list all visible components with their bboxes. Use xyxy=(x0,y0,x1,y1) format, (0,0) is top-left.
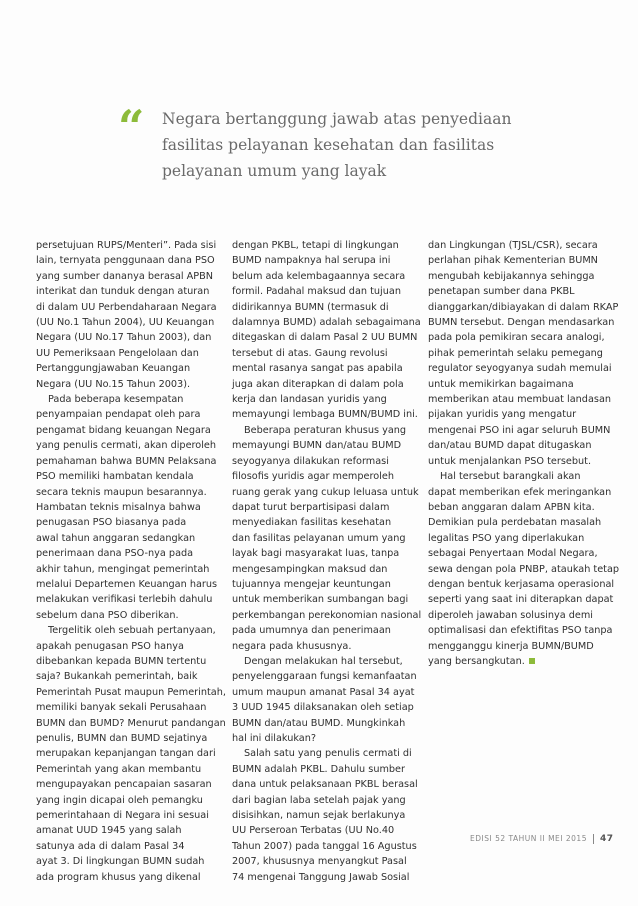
body-text-line: Hal tersebut barangkali akan xyxy=(440,471,581,483)
body-text-line: yang sumber dananya berasal APBN xyxy=(36,270,214,282)
body-text-line: penulis, BUMN dan BUMD sejatinya xyxy=(36,733,208,744)
body-text-line: merupakan kepanjangan tangan dari xyxy=(36,748,216,760)
body-text-line: dapat turut berpartisipasi dalam xyxy=(232,501,390,513)
body-text-line: filosofis yuridis agar memperoleh xyxy=(232,471,394,483)
body-text-line: Pemerintah Pusat maupun Pemerintah, xyxy=(36,686,226,698)
body-text-line: dan Lingkungan (TJSL/CSR), secara xyxy=(428,240,598,251)
body-text-line: akhir tahun, mengingat pemerintah xyxy=(36,563,210,575)
body-text-line: Salah satu yang penulis cermati di xyxy=(244,748,412,760)
body-text-line: dan/atau BUMD dapat ditugaskan xyxy=(428,440,592,452)
body-text-line: Pemerintah yang akan membantu xyxy=(36,763,202,775)
body-text-line: Negara (UU No.15 Tahun 2003). xyxy=(36,378,191,390)
body-text-line: amanat UUD 1945 yang salah xyxy=(36,825,182,837)
body-text-line: dengan bentuk kerjasama operasional xyxy=(428,578,615,590)
body-text-line: Tergelitik oleh sebuah pertanyaan, xyxy=(48,625,216,637)
body-text-line: tersebut di atas. Gaung revolusi xyxy=(232,347,388,359)
body-text-line: Demikian pula perdebatan masalah xyxy=(428,517,602,529)
body-text-line: (UU No.1 Tahun 2004), UU Keuangan xyxy=(36,317,215,329)
text-column-2 xyxy=(232,238,422,885)
body-text-line: di dalam UU Perbendaharaan Negara xyxy=(36,301,217,313)
body-text-line: satunya ada di dalam Pasal 34 xyxy=(36,840,185,852)
body-text-line: BUMN dan/atau BUMD. Mungkinkah xyxy=(232,717,406,729)
body-text-line: mengesampingkan maksud dan xyxy=(232,563,388,575)
body-text-line: penyelenggaraan fungsi kemanfaatan xyxy=(232,671,417,683)
body-text-line: pada umumnya dan penerimaan xyxy=(232,625,391,637)
body-text-line: perlahan pihak Kementerian BUMN xyxy=(428,255,598,267)
body-text-line: ada program khusus yang dikenal xyxy=(36,871,201,883)
body-text-line: melalui Departemen Keuangan harus xyxy=(36,578,218,590)
body-text-line: penetapan sumber dana PKBL xyxy=(428,286,575,298)
body-text-line: Negara (UU No.17 Tahun 2003), dan xyxy=(36,332,212,344)
body-text-line: didirikannya BUMN (termasuk di xyxy=(232,301,389,313)
body-text-line: belum ada kelembagaannya secara xyxy=(232,270,406,282)
text-column-3 xyxy=(428,238,620,669)
body-text-line: seperti yang saat ini diterapkan dapat xyxy=(428,594,614,606)
body-text-line: Pertanggungjawaban Keuangan xyxy=(36,363,191,375)
body-text-line: Dengan melakukan hal tersebut, xyxy=(244,655,403,667)
body-text-line: interikat dan tunduk dengan aturan xyxy=(36,286,210,298)
body-text-line: sebagai Penyertaan Modal Negara, xyxy=(428,548,598,560)
quote-mark-icon: “ xyxy=(118,100,141,154)
body-text-line: memayungi BUMN dan/atau BUMD xyxy=(232,440,402,452)
body-text-line: menyediakan fasilitas kesehatan xyxy=(232,517,392,529)
body-text-line: Hambatan teknis misalnya bahwa xyxy=(36,501,201,513)
body-text-line: mengenai PSO ini agar seluruh BUMN xyxy=(428,424,611,436)
body-text-line: ayat 3. Di lingkungan BUMN sudah xyxy=(36,856,205,868)
body-text-line: memayungi lembaga BUMN/BUMD ini. xyxy=(232,409,418,421)
body-text-line: penyampaian pendapat oleh para xyxy=(36,409,201,421)
body-text-line: yang penulis cermati, akan diperoleh xyxy=(36,440,217,452)
pull-quote-line: pelayanan umum yang layak xyxy=(162,162,387,180)
body-text-line: juga akan diterapkan di dalam pola xyxy=(232,378,404,390)
body-text-line: PSO memiliki hambatan kendala xyxy=(36,471,194,483)
issue-label: EDISI 52 TAHUN II MEI 2015 xyxy=(470,834,587,843)
body-text-line: persetujuan RUPS/Menteri”. Pada sisi xyxy=(36,240,217,251)
body-text-line: dapat memberikan efek meringankan xyxy=(428,486,612,498)
body-text-line: dari bagian laba setelah pajak yang xyxy=(232,794,406,806)
body-text-line: UU Pemeriksaan Pengelolaan dan xyxy=(36,347,199,359)
body-text-line: mengganggu kinerja BUMN/BUMD xyxy=(428,640,594,652)
body-text-line: mental rasanya sangat pas apabila xyxy=(232,363,403,375)
body-text-line: untuk memikirkan bagaimana xyxy=(428,378,574,390)
page-footer xyxy=(470,834,614,844)
end-of-article-icon xyxy=(529,658,535,664)
body-text-line: dan fasilitas pelayanan umum yang xyxy=(232,532,406,544)
body-text-line: optimalisasi dan efektifitas PSO tanpa xyxy=(428,625,613,637)
body-text-line: disisihkan, namun sejak berlakunya xyxy=(232,810,406,822)
body-text-line: apakah penugasan PSO hanya xyxy=(36,640,184,652)
body-text-line: diperoleh jawaban solusinya demi xyxy=(428,609,593,621)
body-text-line: Tahun 2007) pada tanggal 16 Agustus xyxy=(232,840,417,852)
body-text-line: lain, ternyata penggunaan dana PSO xyxy=(36,255,215,267)
body-text-line: layak bagi masyarakat luas, tanpa xyxy=(232,548,400,560)
body-text-line: BUMN tersebut. Dengan mendasarkan xyxy=(428,317,615,329)
body-text-line: pihak pemerintah selaku pemegang xyxy=(428,347,603,359)
body-text-line: perkembangan perekonomian nasional xyxy=(232,609,422,621)
body-text-line: dalamnya BUMD) adalah sebagaimana xyxy=(232,317,421,329)
body-text-line: beban anggaran dalam APBN kita. xyxy=(428,501,595,513)
body-text-line: pemahaman bahwa BUMN Pelaksana xyxy=(36,455,217,467)
body-text-line: 2007, khususnya menyangkut Pasal xyxy=(232,856,407,868)
text-column-1 xyxy=(36,238,226,885)
body-text-line: legalitas PSO yang diperlakukan xyxy=(428,532,585,544)
body-text-line: regulator seyogyanya sudah memulai xyxy=(428,363,612,375)
body-text-line: BUMN adalah PKBL. Dahulu sumber xyxy=(232,763,405,775)
body-text-line: 74 mengenai Tanggung Jawab Sosial xyxy=(232,871,410,883)
body-text-line: memberikan atau membuat landasan xyxy=(428,394,612,406)
body-text-line: awal tahun anggaran sedangkan xyxy=(36,532,196,544)
body-text-line: tujuannya mengejar keuntungan xyxy=(232,578,391,590)
body-text-line: penerimaan dana PSO-nya pada xyxy=(36,548,194,560)
body-text-line: pemerintahaan di Negara ini sesuai xyxy=(36,810,209,822)
body-text-line: penugasan PSO biasanya pada xyxy=(36,517,187,529)
body-text-line: Beberapa peraturan khusus yang xyxy=(244,424,407,436)
body-text-line: BUMN dan BUMD? Menurut pandangan xyxy=(36,717,226,729)
body-text-line: memiliki banyak sekali Perusahaan xyxy=(36,702,207,714)
pull-quote-line: fasilitas pelayanan kesehatan dan fasilitas xyxy=(162,136,495,154)
body-text-line: pada pola pemikiran secara analogi, xyxy=(428,332,605,344)
body-text-line: sebelum dana PSO diberikan. xyxy=(36,609,179,621)
page-number: 47 xyxy=(599,834,614,844)
body-text-line: saja? Bukankah pemerintah, baik xyxy=(36,671,198,683)
body-text-line: yang bersangkutan. xyxy=(428,654,608,669)
body-text-line: pengamat bidang keuangan Negara xyxy=(36,424,211,436)
body-text-line: formil. Padahal maksud dan tujuan xyxy=(232,286,401,298)
body-text-line: sewa dengan pola PNBP, ataukah tetap xyxy=(428,563,620,575)
pull-quote-line: Negara bertanggung jawab atas penyediaan xyxy=(162,110,512,128)
body-text-line: dengan PKBL, tetapi di lingkungan xyxy=(232,240,399,251)
body-text-line: negara pada khususnya. xyxy=(232,640,352,652)
body-text-line: seyogyanya dilakukan reformasi xyxy=(232,455,389,467)
body-text-line: ruang gerak yang cukup leluasa untuk xyxy=(232,486,419,498)
body-text-line: dianggarkan/dibiayakan di dalam RKAP xyxy=(428,301,619,313)
body-text-line: secara teknis maupun besarannya. xyxy=(36,486,207,498)
body-text-line: yang ingin dicapai oleh pemangku xyxy=(36,794,203,806)
body-text-line: 3 UUD 1945 dilaksanakan oleh setiap xyxy=(232,702,414,714)
body-text-line: dibebankan kepada BUMN tertentu xyxy=(36,655,207,667)
body-text-line: mengubah kebijakannya sehingga xyxy=(428,270,595,282)
body-text-line: BUMD nampaknya hal serupa ini xyxy=(232,255,391,267)
body-text-line: UU Perseroan Terbatas (UU No.40 xyxy=(232,825,395,837)
pull-quote xyxy=(162,106,512,184)
body-text-line: untuk memberikan sumbangan bagi xyxy=(232,594,409,606)
body-text-line: pijakan yuridis yang mengatur xyxy=(428,409,577,421)
body-text-line: kerja dan landasan yuridis yang xyxy=(232,394,387,406)
body-text-line: ditegaskan di dalam Pasal 2 UU BUMN xyxy=(232,332,418,344)
body-text-line: melakukan verifikasi terlebih dahulu xyxy=(36,594,213,606)
body-text-line: dana untuk pelaksanaan PKBL berasal xyxy=(232,779,418,791)
body-text-line: mengupayakan pencapaian sasaran xyxy=(36,779,212,791)
body-text-line: umum maupun amanat Pasal 34 ayat xyxy=(232,686,415,698)
body-text-line: Pada beberapa kesempatan xyxy=(48,394,184,406)
footer-divider xyxy=(593,834,594,844)
body-text-line: untuk menjalankan PSO tersebut. xyxy=(428,455,592,467)
body-text-line: hal ini dilakukan? xyxy=(232,733,317,744)
